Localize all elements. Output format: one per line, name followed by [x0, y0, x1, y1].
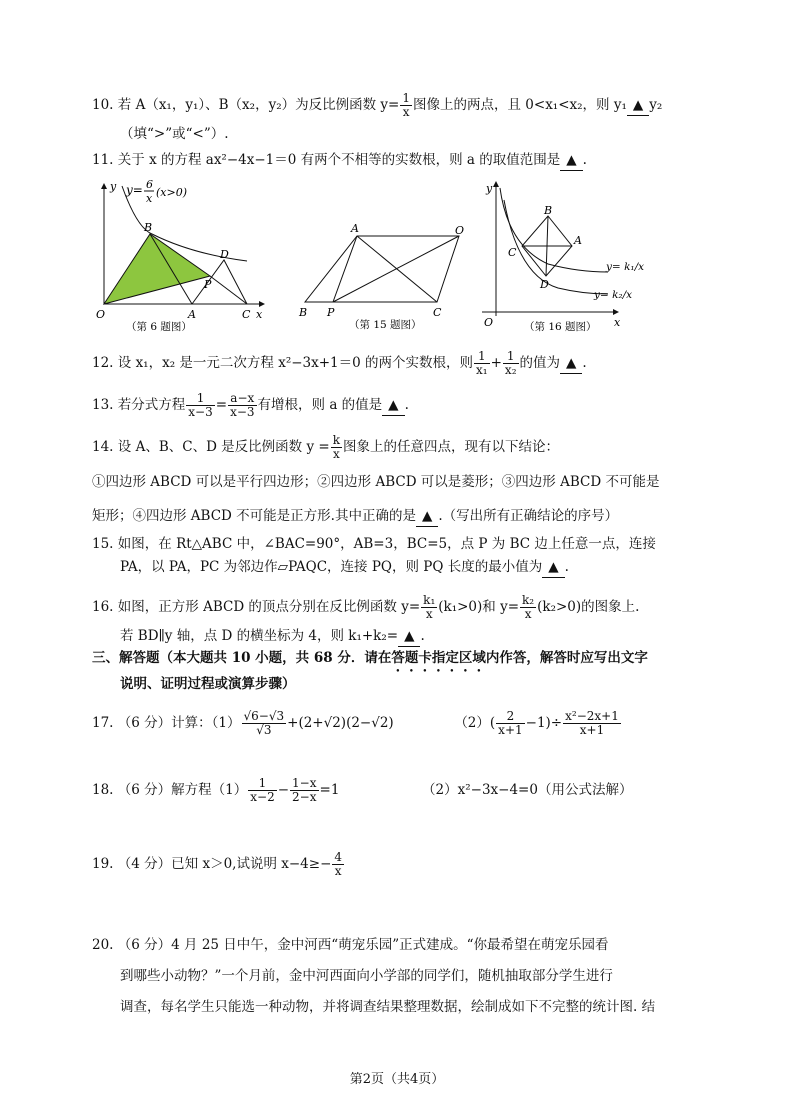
- section-3-line2: 说明、证明过程或演算步骤）: [120, 676, 296, 692]
- question-18: 18. （6 分）解方程（1） $\frac{1}{x-2}$ − $\frac{1-x}{2-x}$ =1 （2）x²−3x−4=0（用公式法解）: [92, 776, 633, 804]
- q15-line2: PA，以 PA，PC 为邻边作▱PAQC，连接 PQ，则 PQ 长度的最小值为 ▲ .: [120, 557, 569, 578]
- label-x: x: [256, 308, 263, 321]
- section-3-heading: 三、解答题（本大题共 10 小题，共 68 分．请在答题卡指定区域内作答，解答时应写出文字: [92, 650, 648, 666]
- label-P: P: [204, 278, 212, 291]
- parallelogram: [305, 236, 459, 302]
- answer-blank: ▲: [542, 557, 564, 578]
- answer-blank: ▲: [627, 95, 649, 116]
- label-B: B: [299, 306, 308, 319]
- q10-fraction: $\frac{1}{x}$: [402, 91, 410, 119]
- figure-16: [478, 176, 648, 336]
- q14-line3: 矩形；④四边形 ABCD 不可能是正方形.其中正确的是 ▲ .（写出所有正确结论的序号）: [92, 506, 618, 527]
- question-14: 14. 设 A、B、C、D 是反比例函数 y = $\frac{k}{x}$ 图象上的任意四点，现有以下结论：: [92, 433, 559, 461]
- label-D: D: [220, 248, 229, 261]
- label-A: A: [188, 308, 196, 321]
- question-16: 16. 如图，正方形 ABCD 的顶点分别在反比例函数 y= $\frac{\text{k₁}}{x}$ (k₁>0)和 y= $\frac{\text{k₂}}{x}$ (k₂>0)的图象上.: [92, 593, 640, 621]
- svg-text:(x>0): (x>0): [156, 186, 188, 199]
- q10-line2: （填“>”或“<”）.: [120, 126, 229, 142]
- question-10: 10. 若 A（x₁，y₁）、B（x₂，y₂）为反比例函数 y= $\frac{1}{x}$ 图像上的两点，且 0<x₁<x₂，则 y₁ ▲ y₂: [92, 91, 663, 119]
- figure-6: [92, 176, 272, 336]
- func-label: y=: [126, 183, 143, 197]
- question-17: 17. （6 分）计算：（1） $\frac{√6-√3}{√3}$ +(2+√2)(2−√2) （2）( $\frac{2}{x+1}$ −1)÷ $\frac{\text{x²−2x+1}}{x+1}$: [92, 709, 619, 737]
- answer-blank: ▲: [398, 626, 420, 647]
- label-k2: y= k₂/x: [594, 289, 633, 301]
- page-footer: 第2页（共4页）: [349, 1072, 445, 1087]
- answer-blank: ▲: [560, 353, 582, 374]
- label-C: C: [508, 246, 517, 259]
- svg-text:x: x: [146, 192, 153, 205]
- label-O: O: [484, 316, 494, 329]
- q20-line2: 到哪些小动物？”一个月前，金中河西面向小学部的同学们，随机抽取部分学生进行: [120, 968, 613, 984]
- label-D: D: [540, 278, 549, 291]
- label-A: A: [574, 234, 582, 247]
- label-B: B: [144, 221, 153, 234]
- question-19: 19. （4 分）已知 x＞0,试说明 x−4≥− $\frac{4}{x}$: [92, 850, 343, 878]
- q14-line2: ①四边形 ABCD 可以是平行四边形；②四边形 ABCD 可以是菱形；③四边形 ABCD 不可能是: [92, 474, 660, 490]
- label-C: C: [242, 308, 251, 321]
- question-13: 13. 若分式方程 $\frac{1}{x-3}$ = $\frac{a-x}{x-3}$ 有增根，则 a 的值是 ▲ .: [92, 391, 409, 419]
- caption: （第 15 题图）: [349, 319, 422, 331]
- answer-blank: ▲: [416, 506, 438, 527]
- label-y: y: [110, 180, 117, 193]
- answer-blank: ▲: [560, 150, 582, 171]
- q16-line2: 若 BD∥y 轴，点 D 的横坐标为 4，则 k₁+k₂= ▲ .: [120, 626, 425, 647]
- caption: （第 16 题图）: [524, 321, 597, 333]
- question-11: 11. 关于 x 的方程 ax²−4x−1＝0 有两个不相等的实数根，则 a 的取值范围是 ▲ .: [92, 150, 587, 171]
- label-B: B: [544, 204, 553, 217]
- label-P: P: [327, 306, 335, 319]
- label-O: O: [455, 224, 465, 237]
- shaded-triangle: [104, 234, 210, 304]
- curve-k1: [500, 188, 608, 272]
- q20-line3: 调查，每名学生只能选一种动物，并将调查结果整理数据，绘制成如下不完整的统计图. 结: [120, 999, 656, 1015]
- emphasis-text: 答题卡指定区域: [391, 650, 486, 666]
- q10-number: 10.: [92, 97, 114, 113]
- caption: （第 6 题图）: [126, 321, 192, 333]
- label-k1: y= k₁/x: [606, 261, 645, 273]
- label-C: C: [433, 306, 442, 319]
- figure-15: [295, 222, 475, 332]
- question-12: 12. 设 x₁，x₂ 是一元二次方程 x²−3x+1＝0 的两个实数根，则 $\frac{1}{\text{x₁}}$ + $\frac{1}{\text{x₂}}$ 的值为 ▲ .: [92, 349, 587, 377]
- answer-blank: ▲: [382, 395, 404, 416]
- svg-text:6: 6: [146, 178, 153, 191]
- question-15: 15. 如图，在 Rt△ABC 中，∠BAC=90°，AB=3，BC=5，点 P 为 BC 边上任意一点，连接: [92, 536, 656, 552]
- label-x: x: [614, 316, 621, 329]
- label-O: O: [96, 308, 106, 321]
- curve-k2: [504, 200, 608, 294]
- label-y: y: [486, 182, 493, 195]
- question-20: 20. （6 分）4 月 25 日中午，金中河西“萌宠乐园”正式建成。“你最希望在萌宠乐园看: [92, 937, 609, 953]
- label-A: A: [351, 222, 359, 235]
